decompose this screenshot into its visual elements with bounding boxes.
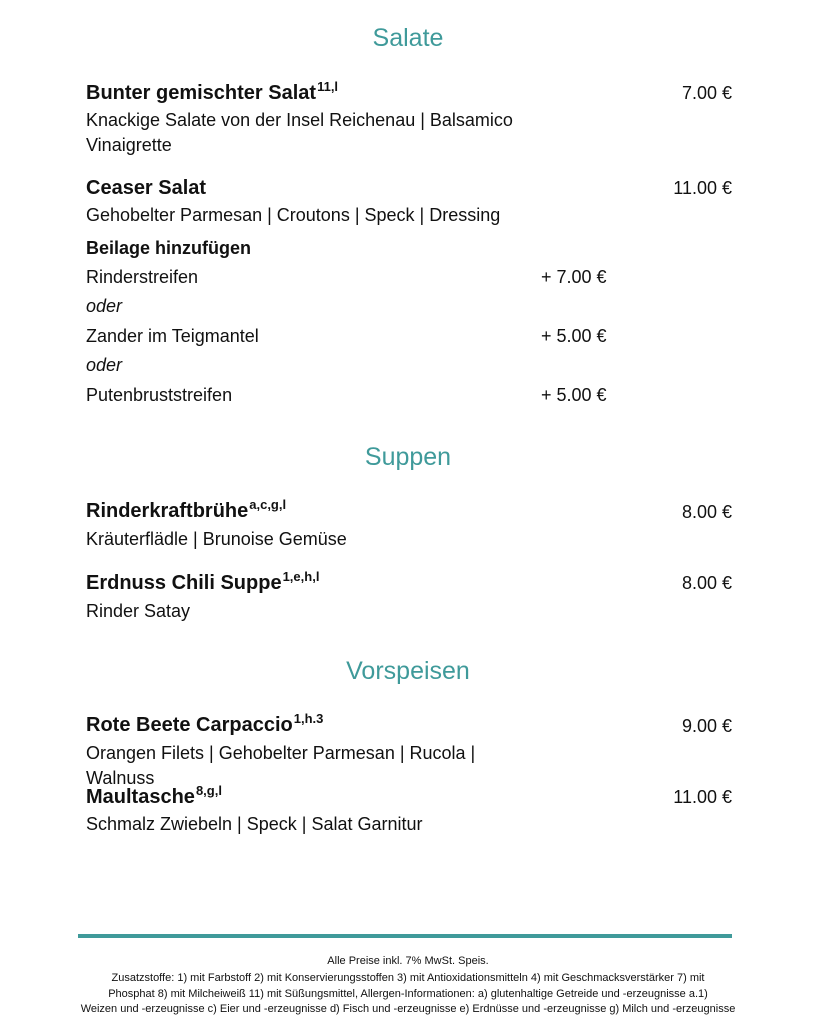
section-heading-vorspeisen: Vorspeisen [346, 657, 470, 685]
dish-price: 9.00 € [681, 716, 732, 736]
addon-price: + 5.00 € [541, 326, 607, 346]
dish-name: Ceaser Salat [86, 177, 207, 199]
additives-line-1: Zusatzstoffe: 1) mit Farbstoff 2) mit Konservierungsstoffen 3) mit Antioxidationsmitteln 4) mit Geschmacksverstärker 7) mit [111, 972, 705, 984]
dish-name: Rinderkraftbrühe [86, 500, 249, 522]
dish-allergens: a,c,g,l [249, 497, 287, 512]
dish-title [86, 711, 324, 737]
addon-option: Zander im Teigmantel [86, 326, 259, 346]
addon-separator: oder [86, 355, 123, 375]
dish-description: Orangen Filets | Gehobelter Parmesan | Rucola | Walnuss [86, 743, 476, 788]
dish-price: 11.00 € [673, 787, 732, 807]
dish-description: Gehobelter Parmesan | Croutons | Speck | Dressing [86, 205, 501, 225]
dish-title [86, 783, 222, 809]
addon-option: Putenbruststreifen [86, 385, 233, 405]
dish-title [86, 79, 339, 105]
dish-allergens: 11,l [317, 79, 339, 94]
dish-price: 11.00 € [673, 178, 732, 198]
addon-title: Beilage hinzufügen [86, 238, 252, 258]
vat-note: Alle Preise inkl. 7% MwSt. Speis. [327, 955, 489, 967]
addon-price: + 5.00 € [541, 385, 607, 405]
dish-description: Rinder Satay [86, 601, 191, 621]
dish-allergens: 1,e,h,l [282, 569, 320, 584]
dish-title [86, 177, 207, 200]
addon-price: + 7.00 € [541, 267, 607, 287]
additives-line-3: Weizen und -erzeugnisse c) Eier und -erzeugnisse d) Fisch und -erzeugnisse e) Erdnüsse und -erzeugnisse g) Milch und -erzeugnisse [80, 1003, 736, 1015]
dish-name: Rote Beete Carpaccio [86, 714, 293, 736]
dish-name: Bunter gemischter Salat [86, 82, 317, 104]
additives-line-2: Phosphat 8) mit Milcheiweiß 11) mit Süßungsmittel, Allergen-Informationen: a) glutenhaltige Getreide und -erzeugnisse a.1) [108, 988, 708, 1000]
addon-separator: oder [86, 296, 123, 316]
dish-allergens: 1,h.3 [293, 711, 324, 726]
section-heading-suppen: Suppen [364, 443, 452, 471]
footer-divider [78, 934, 732, 938]
dish-title [86, 569, 320, 595]
dish-allergens: 8,g,l [195, 783, 222, 798]
dish-price: 8.00 € [681, 573, 732, 593]
dish-description: Knackige Salate von der Insel Reichenau | Balsamico Vinaigrette [86, 110, 513, 155]
dish-price: 7.00 € [681, 83, 732, 103]
dish-price: 8.00 € [681, 502, 732, 522]
section-heading-salate: Salate [372, 24, 444, 52]
dish-description: Schmalz Zwiebeln | Speck | Salat Garnitur [86, 814, 423, 834]
dish-name: Erdnuss Chili Suppe [86, 572, 282, 594]
dish-title [86, 497, 287, 523]
dish-name: Maultasche [86, 786, 195, 808]
addon-option: Rinderstreifen [86, 267, 199, 287]
dish-description: Kräuterflädle | Brunoise Gemüse [86, 529, 347, 549]
